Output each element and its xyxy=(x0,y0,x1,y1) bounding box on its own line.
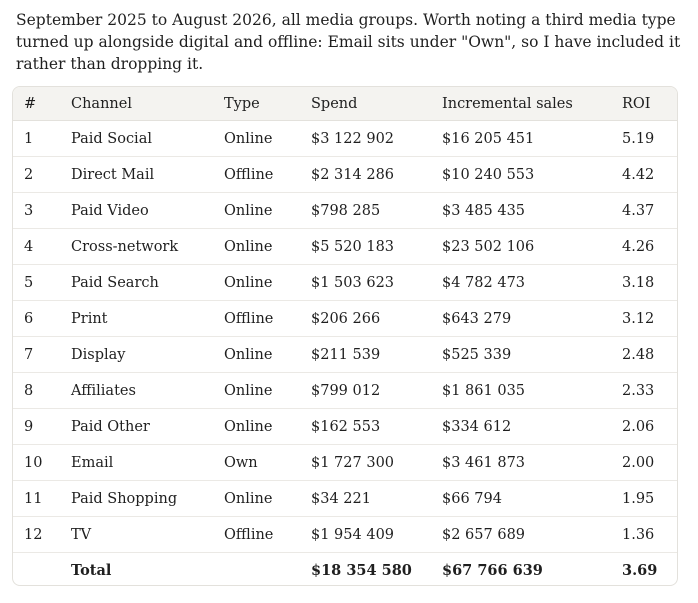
cell-roi: 2.33 xyxy=(622,373,677,409)
cell-type: Online xyxy=(224,265,311,301)
cell-incremental-sales: $16 205 451 xyxy=(442,121,622,157)
cell-rank: 7 xyxy=(13,337,71,373)
cell-incremental-sales: $525 339 xyxy=(442,337,622,373)
intro-text: September 2025 to August 2026, all media groups. Worth noting a third media type turned up alongside digital and offline: Email sits under "Own", so I have included it rather than dropping it. xyxy=(16,11,681,73)
table-row xyxy=(13,445,677,481)
table-row xyxy=(13,517,677,553)
cell-type: Online xyxy=(224,337,311,373)
cell-spend: $5 520 183 xyxy=(311,229,442,265)
cell-rank: 12 xyxy=(13,517,71,553)
cell-type: Offline xyxy=(224,301,311,337)
cell-rank: 2 xyxy=(13,157,71,193)
table-header-row xyxy=(13,87,677,121)
cell-roi: 5.19 xyxy=(622,121,677,157)
header-spend: Spend xyxy=(311,87,442,121)
table-row xyxy=(13,121,677,157)
cell-type: Own xyxy=(224,445,311,481)
table-row xyxy=(13,301,677,337)
cell-roi: 1.36 xyxy=(622,517,677,553)
cell-type: Online xyxy=(224,481,311,517)
cell-type: Offline xyxy=(224,517,311,553)
table-row xyxy=(13,265,677,301)
table-body xyxy=(13,121,677,587)
cell-roi: 3.18 xyxy=(622,265,677,301)
cell-rank: 6 xyxy=(13,301,71,337)
cell-channel: Paid Search xyxy=(71,265,224,301)
cell-incremental-sales: $2 657 689 xyxy=(442,517,622,553)
table-row xyxy=(13,409,677,445)
cell-roi: 4.37 xyxy=(622,193,677,229)
total-incremental-sales: $67 766 639 xyxy=(442,553,622,587)
total-label: Total xyxy=(71,553,224,587)
cell-roi: 2.00 xyxy=(622,445,677,481)
header-type: Type xyxy=(224,87,311,121)
table-row xyxy=(13,157,677,193)
cell-incremental-sales: $643 279 xyxy=(442,301,622,337)
cell-roi: 4.42 xyxy=(622,157,677,193)
cell-channel: Affiliates xyxy=(71,373,224,409)
cell-roi: 3.12 xyxy=(622,301,677,337)
cell-incremental-sales: $3 485 435 xyxy=(442,193,622,229)
header-channel: Channel xyxy=(71,87,224,121)
cell-rank: 9 xyxy=(13,409,71,445)
cell-rank: 8 xyxy=(13,373,71,409)
cell-spend: $798 285 xyxy=(311,193,442,229)
table-row xyxy=(13,193,677,229)
cell-channel: Print xyxy=(71,301,224,337)
cell-incremental-sales: $334 612 xyxy=(442,409,622,445)
cell-type: Online xyxy=(224,409,311,445)
header-roi: ROI xyxy=(622,87,677,121)
channel-roi-table xyxy=(12,86,678,586)
cell-spend: $2 314 286 xyxy=(311,157,442,193)
total-spend: $18 354 580 xyxy=(311,553,442,587)
cell-type: Online xyxy=(224,121,311,157)
cell-spend: $1 503 623 xyxy=(311,265,442,301)
table-row xyxy=(13,481,677,517)
cell-spend: $211 539 xyxy=(311,337,442,373)
cell-channel: Display xyxy=(71,337,224,373)
cell-channel: Paid Video xyxy=(71,193,224,229)
cell-type: Offline xyxy=(224,157,311,193)
total-type xyxy=(224,553,311,587)
cell-spend: $34 221 xyxy=(311,481,442,517)
cell-spend: $3 122 902 xyxy=(311,121,442,157)
cell-type: Online xyxy=(224,373,311,409)
cell-roi: 2.48 xyxy=(622,337,677,373)
header-rank: # xyxy=(13,87,71,121)
cell-channel: Paid Other xyxy=(71,409,224,445)
cell-incremental-sales: $66 794 xyxy=(442,481,622,517)
cell-roi: 4.26 xyxy=(622,229,677,265)
cell-incremental-sales: $1 861 035 xyxy=(442,373,622,409)
cell-incremental-sales: $10 240 553 xyxy=(442,157,622,193)
cell-incremental-sales: $4 782 473 xyxy=(442,265,622,301)
cell-spend: $162 553 xyxy=(311,409,442,445)
cell-roi: 2.06 xyxy=(622,409,677,445)
cell-channel: Direct Mail xyxy=(71,157,224,193)
table-row xyxy=(13,337,677,373)
cell-channel: TV xyxy=(71,517,224,553)
cell-incremental-sales: $3 461 873 xyxy=(442,445,622,481)
cell-spend: $799 012 xyxy=(311,373,442,409)
cell-rank: 4 xyxy=(13,229,71,265)
cell-rank: 10 xyxy=(13,445,71,481)
cell-spend: $1 727 300 xyxy=(311,445,442,481)
cell-rank: 1 xyxy=(13,121,71,157)
cell-channel: Cross-network xyxy=(71,229,224,265)
cell-rank: 3 xyxy=(13,193,71,229)
cell-spend: $1 954 409 xyxy=(311,517,442,553)
cell-incremental-sales: $23 502 106 xyxy=(442,229,622,265)
table-row xyxy=(13,373,677,409)
cell-channel: Paid Social xyxy=(71,121,224,157)
cell-channel: Email xyxy=(71,445,224,481)
table-total-row xyxy=(13,553,677,587)
cell-rank: 11 xyxy=(13,481,71,517)
cell-spend: $206 266 xyxy=(311,301,442,337)
cell-channel: Paid Shopping xyxy=(71,481,224,517)
data-table xyxy=(13,87,677,586)
total-roi: 3.69 xyxy=(622,553,677,587)
total-rank xyxy=(13,553,71,587)
cell-type: Online xyxy=(224,193,311,229)
cell-roi: 1.95 xyxy=(622,481,677,517)
cell-rank: 5 xyxy=(13,265,71,301)
table-row xyxy=(13,229,677,265)
header-incremental-sales: Incremental sales xyxy=(442,87,622,121)
cell-type: Online xyxy=(224,229,311,265)
